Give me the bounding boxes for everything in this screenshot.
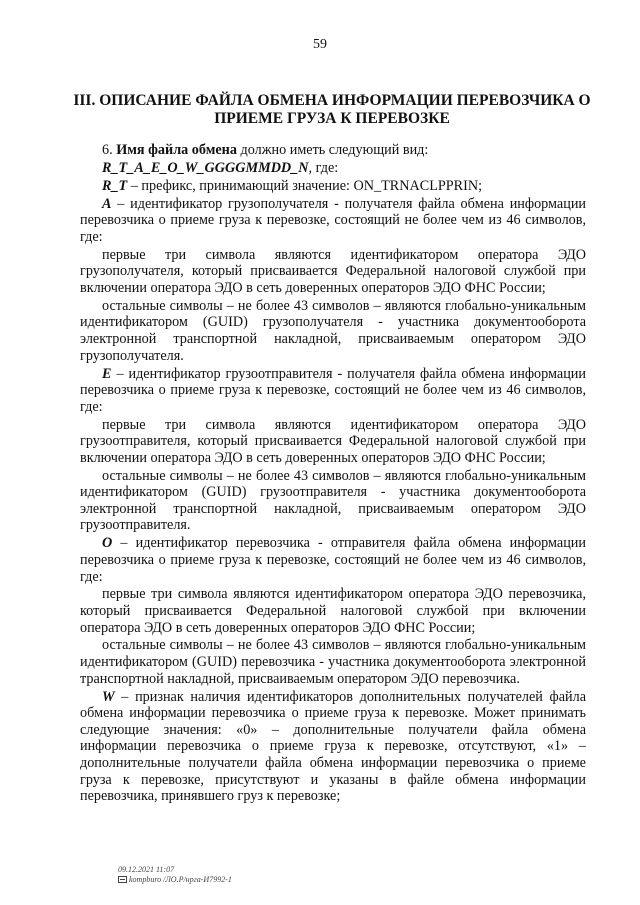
paragraph-text: должно иметь следующий вид: <box>236 142 429 158</box>
paragraph-e-other-symbols: остальные символы – не более 43 символов – являются глобально-уникальным идентификатором (GUID) грузоотправителя - участника документооборота электронной транспортной накладной, присваиваемым оператором ЭДО грузоотправителя. <box>80 467 586 534</box>
bold-term: Имя файла обмена <box>116 142 237 158</box>
paragraph-e-first-symbols: первые три символа являются идентификатором оператора ЭДО грузоотправителя, который присваивается Федеральной налоговой службой при включении оператора ЭДО в сеть доверенных операторов ЭДО ФНС России; <box>80 416 586 466</box>
paragraph-a-other-symbols: остальные символы – не более 43 символов – являются глобально-уникальным идентификатором (GUID) грузополучателя - участника документооборота электронной транспортной накладной, присваиваемым оператором ЭДО грузополучателя. <box>80 297 586 364</box>
paragraph-a-identifier <box>80 196 586 246</box>
paragraph-text: , где: <box>308 159 339 176</box>
paragraph-w-flag <box>80 689 586 805</box>
footer-stamp <box>118 865 232 885</box>
paragraph-file-pattern <box>80 160 586 177</box>
paragraph-text: – идентификатор грузополучателя - получателя файла обмена информации перевозчика о приеме груза к перевозке, состоящий не более чем из 46 символов, где: <box>80 195 586 245</box>
paragraph-text: – идентификатор грузоотправителя - получателя файла обмена информации перевозчика о приеме груза к перевозке, состоящий не более чем из 46 символов, где: <box>80 365 586 415</box>
paragraph-text: – идентификатор перевозчика - отправителя файла обмена информации перевозчика о приеме груза к перевозке, состоящий не более чем из 46 символов, где: <box>80 535 586 585</box>
section-title: III. ОПИСАНИЕ ФАЙЛА ОБМЕНА ИНФОРМАЦИИ ПЕРЕВОЗЧИКА О ПРИЕМЕ ГРУЗА К ПЕРЕВОЗКЕ <box>73 92 591 127</box>
paragraph-e-identifier <box>80 366 586 416</box>
paragraph-o-identifier <box>80 535 586 585</box>
page-number: 59 <box>313 37 327 52</box>
file-icon <box>118 876 127 883</box>
footer-path: kompburo /ЛО.Р/нрга-И7992-1 <box>129 875 232 884</box>
paragraph-a-first-symbols: первые три символа являются идентификатором оператора ЭДО грузополучателя, который присваивается Федеральной налоговой службой при включении оператора ЭДО в сеть доверенных операторов ЭДО ФНС России; <box>80 246 586 296</box>
term-label: A <box>102 195 112 212</box>
term-label: E <box>102 365 112 382</box>
footer-path-line <box>118 875 232 885</box>
paragraph-text: – признак наличия идентификаторов дополнительных получателей файла обмена информации перевозчика о приеме груза к перевозке. Может принимать следующие значения: «0» – дополнительные получатели файла обмена информации перевозчика о приеме груза к перевозке, отсутствуют, «1» – дополнительные получатели файла обмена информации перевозчика о приеме груза к перевозке, присутствуют и указаны в файле обмена информации перевозчика, принявшего груз к перевозке; <box>80 688 586 805</box>
paragraph-prefix <box>80 178 586 195</box>
paragraph-o-first-symbols: первые три символа являются идентификатором оператора ЭДО перевозчика, который присваивается Федеральной налоговой службой при включении оператора ЭДО в сеть доверенных операторов ЭДО ФНС России; <box>80 586 586 636</box>
term-label: O <box>102 535 113 552</box>
paragraph-text: – префикс, принимающий значение: ON_TRNACLPPRIN; <box>127 177 483 194</box>
term-label: R_T <box>102 177 128 194</box>
file-name-pattern: R_T_A_E_O_W_GGGGMMDD_N <box>102 159 309 176</box>
footer-date: 09.12.2021 11:07 <box>118 865 175 874</box>
paragraph-number: 6. <box>102 142 117 158</box>
document-body <box>80 142 586 806</box>
term-label: W <box>102 688 115 705</box>
paragraph-o-other-symbols: остальные символы – не более 43 символов – являются глобально-уникальным идентификатором (GUID) перевозчика - участника документооборота электронной транспортной накладной, присваиваемым оператором ЭДО перевозчика. <box>80 637 586 687</box>
paragraph-file-name <box>80 142 586 159</box>
